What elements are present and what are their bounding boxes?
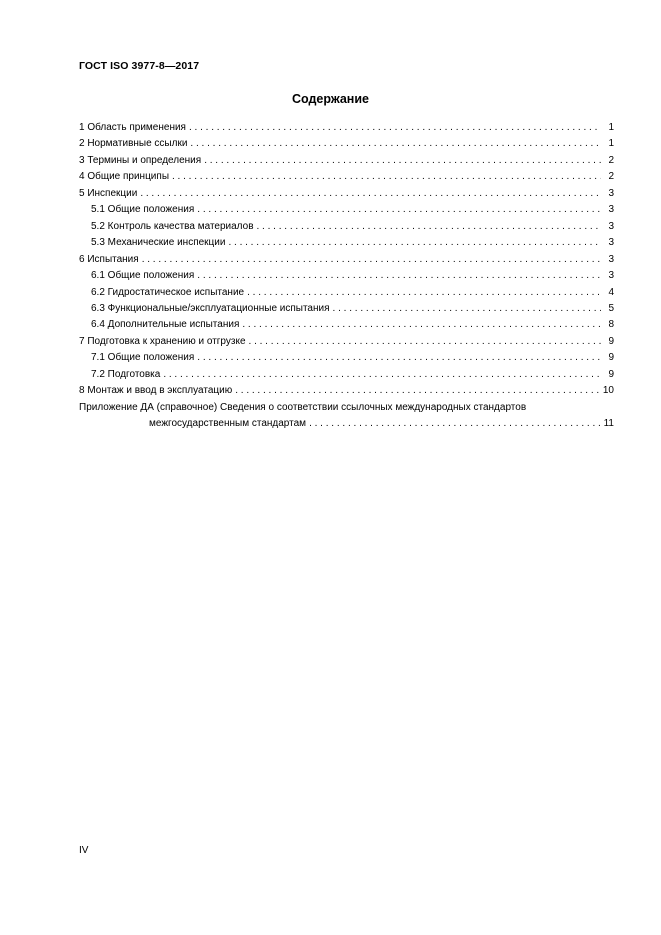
leader-dots [257, 219, 602, 235]
toc-entry[interactable] [79, 383, 614, 399]
toc-entry[interactable] [79, 136, 614, 152]
toc-entry[interactable] [79, 219, 614, 235]
toc-entry-label: 3 Термины и определения [79, 154, 202, 166]
leader-dots [333, 301, 601, 317]
leader-dots [142, 252, 601, 268]
toc-entry-page-number: 8 [608, 319, 614, 331]
table-of-contents [79, 120, 614, 433]
toc-title: Содержание [291, 92, 369, 106]
toc-entry-page-number: 1 [608, 138, 614, 150]
toc-entry-label: 7 Подготовка к хранению и отгрузке [79, 335, 246, 347]
leader-dots [197, 350, 601, 366]
toc-entry-page-number: 9 [608, 335, 614, 347]
toc-entry[interactable] [79, 268, 614, 284]
toc-entry[interactable] [79, 186, 614, 202]
toc-entry[interactable] [79, 350, 614, 366]
toc-entry-page-number: 2 [608, 171, 614, 183]
toc-entry[interactable] [79, 252, 614, 268]
toc-entry[interactable] [79, 120, 614, 136]
leader-dots [228, 235, 601, 251]
toc-entry-page-number: 10 [602, 385, 614, 397]
toc-entry[interactable] [79, 235, 614, 251]
leader-dots [197, 268, 601, 284]
toc-entry-page-number: 4 [608, 286, 614, 298]
leader-dots [190, 136, 601, 152]
toc-entry[interactable] [79, 367, 614, 383]
toc-entry-page-number: 5 [608, 302, 614, 314]
toc-entry-page-number: 3 [608, 237, 614, 249]
leader-dots [163, 367, 601, 383]
toc-entry[interactable] [79, 334, 614, 350]
toc-entry-label: 5 Инспекции [79, 187, 138, 199]
toc-entry-label: 6.1 Общие положения [91, 270, 195, 282]
toc-entries [79, 120, 614, 400]
toc-entry-label: 7.2 Подготовка [91, 368, 161, 380]
toc-entry-page-number: 9 [608, 368, 614, 380]
annex-title-line2-row [79, 416, 614, 432]
toc-entry-page-number: 1 [608, 122, 614, 133]
toc-entry-page-number: 3 [608, 220, 614, 232]
toc-entry-label: 7.1 Общие положения [91, 352, 195, 364]
annex-page-number: 11 [603, 418, 614, 430]
toc-entry-label: 1 Область применения [79, 122, 186, 133]
toc-entry-label: 6.4 Дополнительные испытания [91, 319, 240, 331]
toc-entry[interactable] [79, 169, 614, 185]
toc-entry-page-number: 2 [608, 154, 614, 166]
annex-title-line2: межгосударственным стандартам [149, 418, 307, 430]
leader-dots [247, 285, 601, 301]
toc-entry-page-number: 3 [608, 270, 614, 282]
toc-entry-page-number: 9 [608, 352, 614, 364]
toc-entry[interactable] [79, 153, 614, 169]
annex-title-line1: Приложение ДА (справочное) Сведения о соответствии ссылочных международных стандартов [79, 401, 527, 413]
toc-entry-label: 6.2 Гидростатическое испытание [91, 286, 245, 298]
toc-entry-label: 5.2 Контроль качества материалов [91, 220, 254, 232]
leader-dots [197, 202, 601, 218]
toc-entry[interactable] [79, 317, 614, 333]
leader-dots [235, 383, 600, 399]
toc-entry-label: 4 Общие принципы [79, 171, 169, 183]
toc-entry-label: 8 Монтаж и ввод в эксплуатацию [79, 385, 233, 397]
toc-entry-page-number: 3 [608, 204, 614, 216]
toc-entry-label: 5.3 Механические инспекции [91, 237, 226, 249]
toc-entry-label: 2 Нормативные ссылки [79, 138, 188, 150]
toc-entry-page-number: 3 [608, 187, 614, 199]
leader-dots [249, 334, 601, 350]
toc-annex-entry[interactable] [79, 400, 614, 433]
toc-entry[interactable] [79, 301, 614, 317]
leader-dots [242, 317, 601, 333]
leader-dots [140, 186, 601, 202]
page-number: IV [79, 845, 89, 856]
leader-dots [172, 169, 601, 185]
toc-entry-page-number: 3 [608, 253, 614, 265]
toc-entry-label: 5.1 Общие положения [91, 204, 195, 216]
toc-entry[interactable] [79, 202, 614, 218]
toc-entry-label: 6.3 Функциональные/эксплуатационные испытания [91, 302, 330, 314]
leader-dots [189, 120, 601, 136]
leader-dots [204, 153, 601, 169]
standard-header: ГОСТ ISO 3977-8—2017 [79, 60, 200, 72]
toc-entry[interactable] [79, 285, 614, 301]
toc-entry-label: 6 Испытания [79, 253, 139, 265]
leader-dots [309, 416, 601, 432]
